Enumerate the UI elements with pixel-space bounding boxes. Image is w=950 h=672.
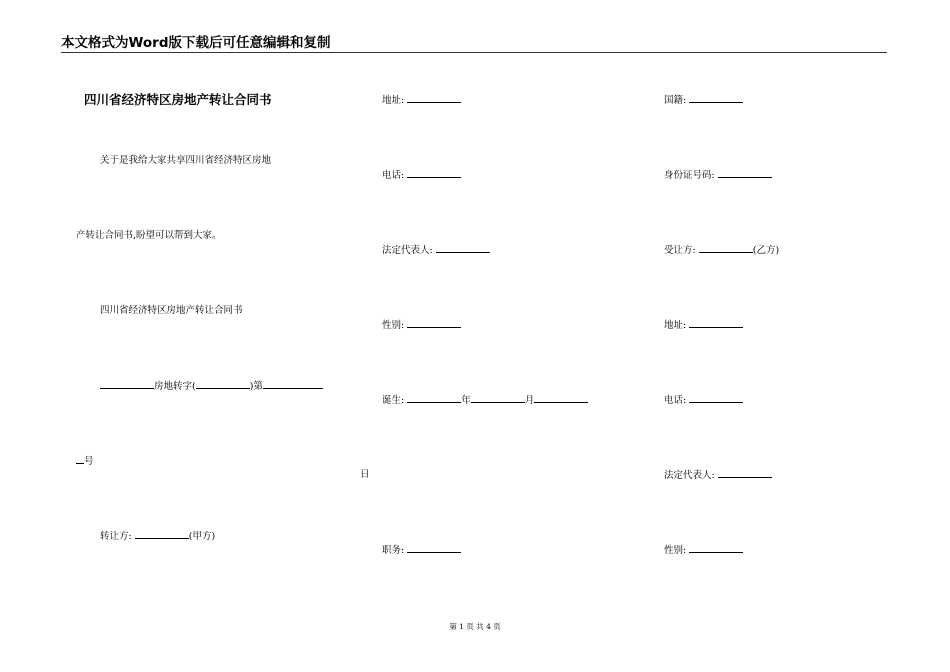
party-b-address-line (664, 318, 743, 332)
party-a-address-line (382, 93, 461, 107)
intro-line-1: 关于是我给大家共享四川省经济特区房地 (100, 155, 272, 166)
party-b-address-label: 地址: (664, 320, 690, 331)
party-a-birth-line (382, 393, 588, 407)
party-a-gender-label: 性别: (382, 320, 408, 331)
birth-day-field[interactable] (534, 393, 588, 403)
party-a-nationality-label: 国籍: (664, 95, 690, 106)
party-a-id-number-line (664, 168, 772, 182)
party-b-phone-line (664, 393, 743, 407)
party-a-position-label: 职务: (382, 545, 408, 556)
party-a-nationality-line (664, 93, 743, 107)
document-title: 四川省经济特区房地产转让合同书 (84, 92, 272, 107)
document-number-line (100, 379, 323, 393)
party-b-address-field[interactable] (689, 318, 743, 328)
birth-month-field[interactable] (471, 393, 525, 403)
party-a-phone-field[interactable] (407, 168, 461, 178)
page-total: 4 (486, 622, 491, 631)
page-footer (0, 622, 950, 632)
party-b-gender-field[interactable] (689, 543, 743, 553)
party-a-gender-field[interactable] (407, 318, 461, 328)
party-a-legal-rep-label: 法定代表人: (382, 245, 436, 256)
birth-year-field[interactable] (407, 393, 461, 403)
page-label-suffix: 页 (493, 622, 501, 631)
party-a-legal-rep-field[interactable] (436, 243, 490, 253)
header-divider (61, 52, 887, 53)
party-a-gender-line (382, 318, 461, 332)
page-current: 1 (459, 622, 464, 631)
document-number-blank-3[interactable] (263, 379, 323, 389)
party-a-phone-line (382, 168, 461, 182)
document-number-paren: )第 (249, 381, 263, 392)
document-number-suffix: 号 (84, 456, 94, 467)
party-a-address-label: 地址: (382, 95, 408, 106)
party-b-legal-rep-line (664, 468, 772, 482)
party-a-id-number-field[interactable] (718, 168, 772, 178)
page-header (61, 34, 887, 52)
party-a-position-field[interactable] (407, 543, 461, 553)
birth-day-unit: 日 (360, 469, 370, 480)
transferor-line (100, 529, 215, 543)
header-text: 本文格式为Word版下载后可任意编辑和复制 (61, 35, 331, 51)
party-a-birth-label: 诞生: (382, 395, 408, 406)
party-a-phone-label: 电话: (382, 170, 408, 181)
party-b-gender-line (664, 543, 743, 557)
transferor-role: (甲方) (188, 531, 216, 542)
document-number-prefix: 房地转字( (154, 381, 196, 392)
page-label-mid: 页 共 (466, 622, 484, 631)
transferee-line (664, 243, 779, 257)
party-b-legal-rep-field[interactable] (718, 468, 772, 478)
document-number-blank-4[interactable] (76, 454, 84, 464)
transferee-field[interactable] (699, 243, 753, 253)
page-label-prefix: 第 (449, 622, 457, 631)
document-number-blank-1[interactable] (100, 379, 154, 389)
party-b-gender-label: 性别: (664, 545, 690, 556)
party-a-position-line (382, 543, 461, 557)
party-a-legal-rep-line (382, 243, 490, 257)
transferor-label: 转让方: (100, 531, 135, 542)
party-b-legal-rep-label: 法定代表人: (664, 470, 718, 481)
party-a-id-number-label: 身份证号码: (664, 170, 718, 181)
document-number-blank-2[interactable] (196, 379, 250, 389)
birth-year-unit: 年 (461, 395, 471, 406)
transferee-label: 受让方: (664, 245, 699, 256)
party-a-nationality-field[interactable] (689, 93, 743, 103)
party-b-phone-label: 电话: (664, 395, 690, 406)
document-number-suffix-line (76, 454, 94, 468)
birth-month-unit: 月 (524, 395, 535, 406)
transferee-role: (乙方) (752, 245, 780, 256)
intro-line-2: 产转让合同书,盼望可以帮到大家。 (76, 230, 222, 241)
party-b-phone-field[interactable] (689, 393, 743, 403)
transferor-field[interactable] (135, 529, 189, 539)
contract-subtitle: 四川省经济特区房地产转让合同书 (100, 305, 243, 316)
party-a-address-field[interactable] (407, 93, 461, 103)
